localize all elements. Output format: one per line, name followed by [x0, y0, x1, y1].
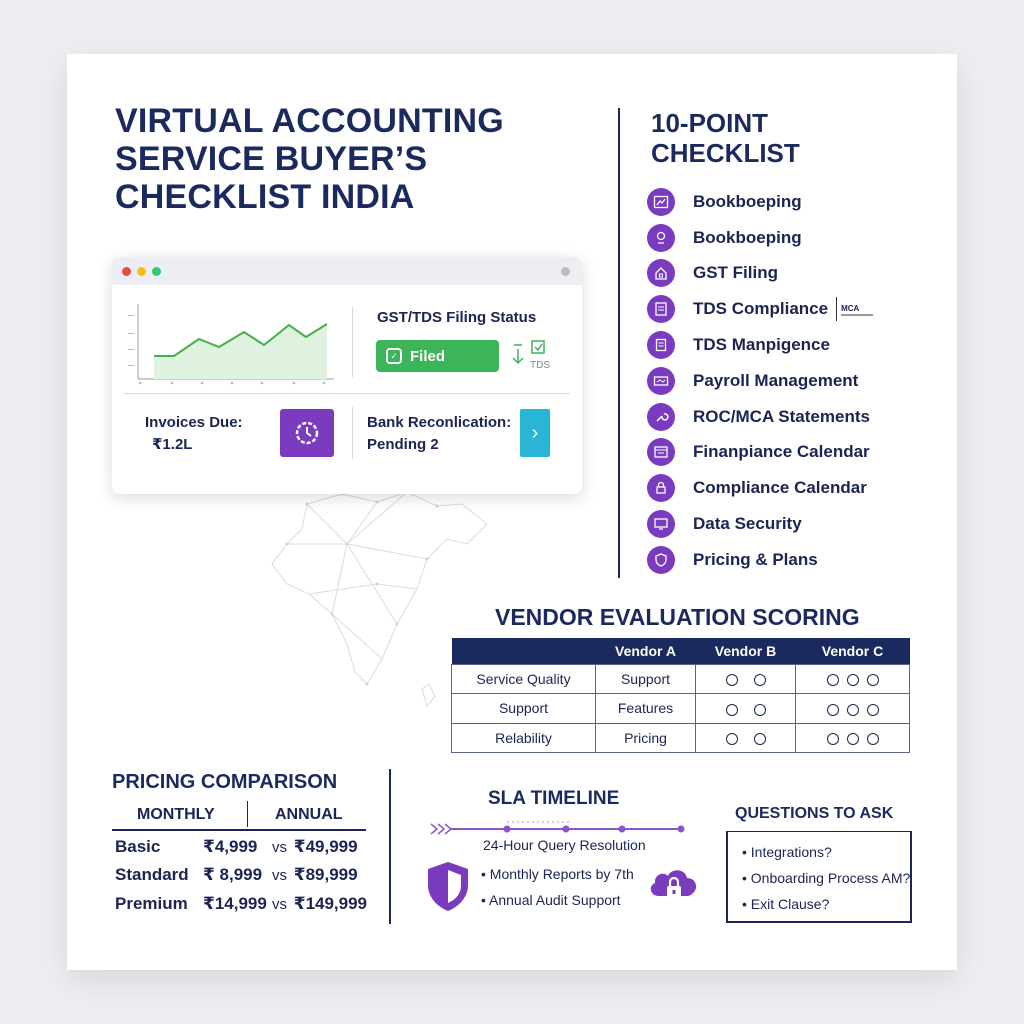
bank-reconciliation-pending: Pending 2: [367, 436, 439, 453]
rating-radio[interactable]: [867, 704, 879, 716]
maximize-dot-icon[interactable]: [152, 267, 161, 276]
checklist-item-label: Compliance Calendar: [693, 478, 867, 498]
checklist-item: [647, 256, 876, 292]
vendor-evaluation-title: VENDOR EVALUATION SCORING: [495, 604, 860, 630]
rating-radio[interactable]: [867, 733, 879, 745]
wrench-icon: [647, 403, 675, 431]
clipboard-icon: [647, 331, 675, 359]
pricing-comparison-title: PRICING COMPARISON: [112, 771, 338, 793]
tier-name: Basic: [115, 837, 161, 856]
checklist-title: [651, 108, 800, 168]
invoice-clock-button[interactable]: [280, 409, 334, 457]
monthly-price: ₹ 8,999: [203, 865, 263, 884]
vs-label: vs: [272, 896, 287, 913]
section-divider: [618, 108, 620, 578]
pricing-row: [115, 865, 375, 893]
infographic-card: [67, 54, 957, 970]
annual-price-group: [272, 894, 367, 914]
questions-box: [726, 831, 912, 923]
vs-label: vs: [272, 867, 287, 884]
checklist-item: [647, 506, 876, 542]
annual-header: ANNUAL: [275, 806, 343, 823]
checklist-item-label: Bookboeping: [693, 227, 802, 247]
revenue-line-chart: [124, 299, 339, 391]
rating-radio[interactable]: [867, 674, 879, 686]
document-icon: [647, 295, 675, 323]
annual-price-group: [272, 837, 358, 857]
checklist-item-label: Payroll Management: [693, 370, 859, 390]
vendor-c-rating: [796, 694, 910, 724]
vendor-scoring-table: [451, 638, 910, 753]
checklist-item-label: GST Filing: [693, 263, 778, 283]
minimize-dot-icon[interactable]: [137, 267, 146, 276]
checklist-item-label: Bookboeping: [693, 191, 802, 211]
shield-icon: [647, 546, 675, 574]
payroll-icon: [647, 367, 675, 395]
checklist: [647, 184, 876, 578]
checklist-item: [647, 399, 876, 435]
title-line-1: VIRTUAL ACCOUNTING: [115, 102, 504, 140]
rating-radio[interactable]: [847, 674, 859, 686]
check-shield-icon: ✓: [386, 348, 402, 364]
vendor-b-rating: [696, 694, 796, 724]
sla-timeline-title: SLA TIMELINE: [488, 788, 620, 809]
invoices-due: [145, 412, 243, 456]
checklist-title-line-1: 10-POINT: [651, 108, 769, 138]
filed-label: Filed: [410, 347, 446, 365]
annual-price-group: [272, 865, 358, 885]
rating-radio[interactable]: [847, 704, 859, 716]
rating-radio[interactable]: [827, 674, 839, 686]
mca-badge-label: MCA: [841, 304, 860, 314]
close-dot-icon[interactable]: [122, 267, 131, 276]
section-divider: [389, 769, 391, 924]
vs-label: vs: [272, 839, 287, 856]
tier-name: Standard: [115, 865, 189, 884]
checklist-item-label: ROC/MCA Statements: [693, 406, 870, 426]
vendor-b-rating: [696, 664, 796, 694]
questions-title: QUESTIONS TO ASK: [735, 805, 894, 822]
rating-radio[interactable]: [726, 733, 738, 745]
divider: [352, 407, 353, 459]
divider: [112, 829, 366, 831]
cloud-lock-icon: [645, 862, 703, 908]
vendor-b-rating: [696, 723, 796, 753]
rating-radio[interactable]: [726, 704, 738, 716]
rating-radio[interactable]: [726, 674, 738, 686]
invoices-due-amount: ₹1.2L: [152, 436, 193, 453]
annual-price: ₹49,999: [293, 837, 358, 856]
question-item: • Integrations?: [742, 844, 832, 860]
annual-price: ₹89,999: [293, 865, 358, 884]
checklist-item: [647, 542, 876, 578]
monthly-header: MONTHLY: [137, 806, 215, 823]
tier-name: Premium: [115, 894, 188, 913]
divider: [247, 801, 248, 827]
table-row: [452, 664, 910, 694]
checklist-item: [647, 363, 876, 399]
gst-filing-status-title: GST/TDS Filing Status: [377, 309, 537, 326]
table-row: [452, 694, 910, 724]
criterion-cell: Relability: [452, 723, 596, 753]
sla-item: • Annual Audit Support: [481, 892, 621, 908]
sla-item: • Monthly Reports by 7th: [481, 866, 634, 882]
checklist-item-label: Data Security: [693, 514, 802, 534]
chart-icon: [647, 188, 675, 216]
sla-timeline-graphic: [429, 819, 691, 839]
sla-item: 24-Hour Query Resolution: [483, 837, 646, 853]
filed-status-button[interactable]: [376, 340, 499, 372]
criterion-cell: Service Quality: [452, 664, 596, 694]
checklist-item: [647, 184, 876, 220]
checklist-item-label: TDS Manpigence: [693, 335, 830, 355]
checklist-item: [647, 435, 876, 471]
table-header: Vendor B: [696, 638, 796, 664]
table-header: Vendor C: [796, 638, 910, 664]
monthly-price: ₹4,999: [203, 837, 258, 856]
vendor-c-rating: [796, 664, 910, 694]
page-title: [115, 102, 555, 216]
pricing-row: [115, 894, 375, 922]
question-item: • Onboarding Process AM?: [742, 870, 911, 886]
question-item: • Exit Clause?: [742, 896, 830, 912]
criterion-cell: Support: [452, 694, 596, 724]
checklist-item-label: Pricing & Plans: [693, 549, 818, 569]
home-icon: [647, 259, 675, 287]
rating-radio[interactable]: [827, 733, 839, 745]
checklist-item-label: Finanpiance Calendar: [693, 442, 870, 462]
menu-dot-icon[interactable]: [561, 267, 570, 276]
checklist-item: [647, 470, 876, 506]
vendor-c-rating: [796, 723, 910, 753]
rating-radio[interactable]: [754, 674, 766, 686]
vendor-a-cell: Pricing: [596, 723, 696, 753]
calendar-icon: [647, 438, 675, 466]
bank-reconciliation: [367, 412, 511, 456]
annual-price: ₹149,999: [293, 894, 368, 913]
checklist-item: [647, 291, 876, 327]
invoices-due-label: Invoices Due:: [145, 414, 243, 431]
table-header-row: [452, 638, 910, 664]
divider: [124, 393, 570, 394]
table-row: [452, 723, 910, 753]
title-line-3: CHECKLIST INDIA: [115, 178, 415, 216]
rating-radio[interactable]: [754, 704, 766, 716]
monthly-price: ₹14,999: [203, 894, 267, 913]
checklist-title-line-2: CHECKLIST: [651, 138, 800, 168]
rating-radio[interactable]: [827, 704, 839, 716]
table-header: [452, 638, 596, 664]
table-header: Vendor A: [596, 638, 696, 664]
checklist-item: [647, 327, 876, 363]
dashboard-window: [112, 257, 582, 494]
location-icon: [647, 224, 675, 252]
title-line-2: SERVICE BUYER’S: [115, 140, 428, 178]
pricing-row: [115, 837, 375, 865]
security-shield-icon: [424, 859, 472, 913]
monitor-icon: [647, 510, 675, 538]
chevron-right-icon[interactable]: ›: [520, 409, 550, 457]
lock-icon: [647, 474, 675, 502]
checklist-item: [647, 220, 876, 256]
window-titlebar: [112, 257, 582, 285]
divider: [352, 307, 353, 377]
vendor-a-cell: Support: [596, 664, 696, 694]
vendor-a-cell: Features: [596, 694, 696, 724]
mca-logo: [836, 297, 876, 321]
clock-icon: [292, 418, 322, 448]
tds-label: TDS: [530, 360, 550, 371]
rating-radio[interactable]: [847, 733, 859, 745]
rating-radio[interactable]: [754, 733, 766, 745]
bank-reconciliation-label: Bank Reconlication:: [367, 414, 512, 431]
checklist-item-label: TDS Compliance: [693, 299, 829, 319]
